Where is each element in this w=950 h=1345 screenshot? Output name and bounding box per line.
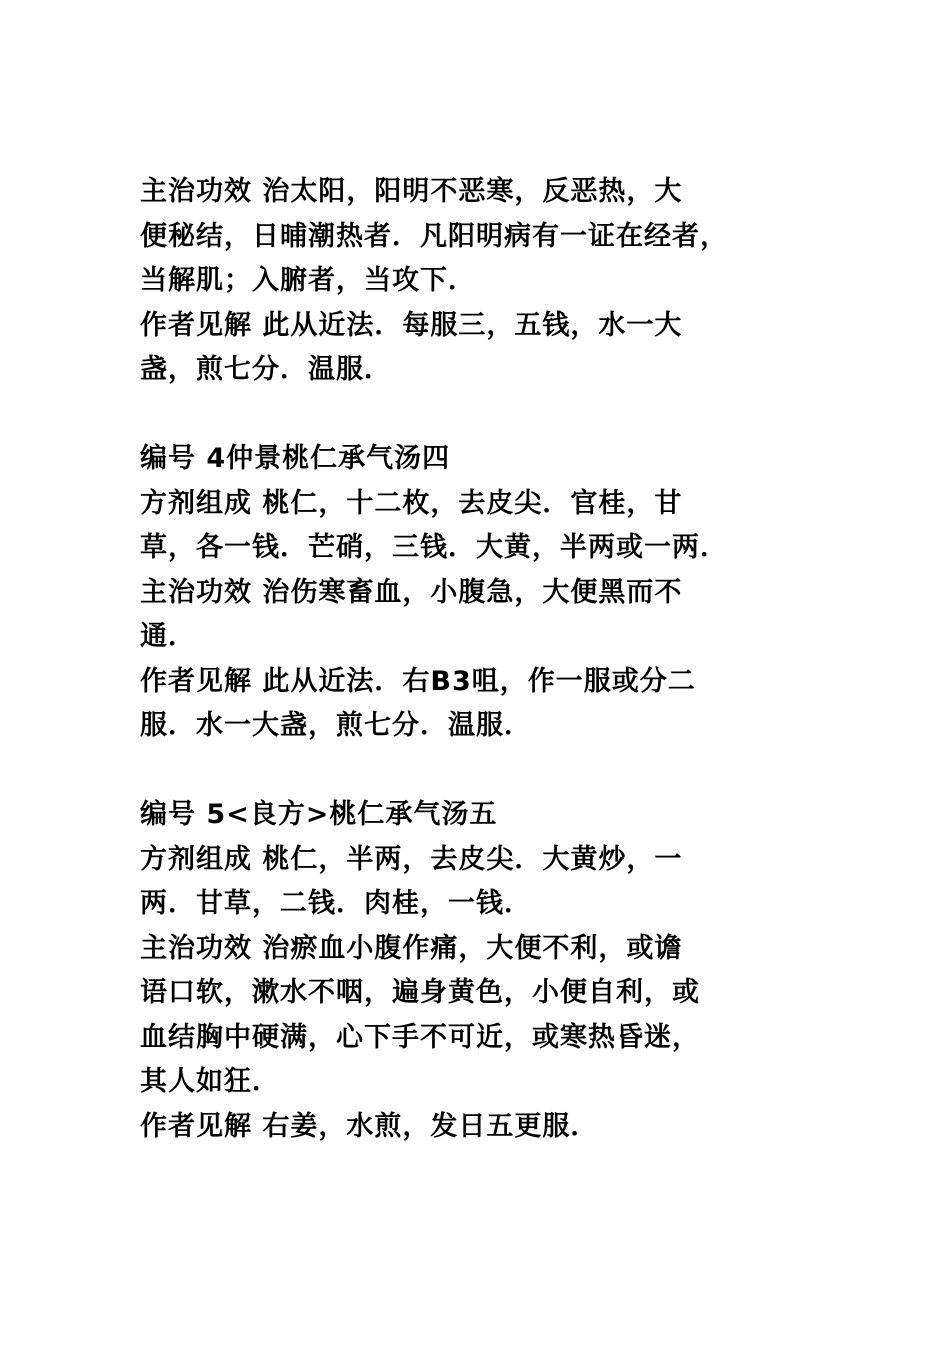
text-line: 作者见解 此从近法．右B3咀，作一服或分二: [140, 665, 696, 697]
text-line: 血结胸中硬满，心下手不可近，或寒热昏迷，: [140, 1021, 700, 1053]
text-line: 其人如狂．: [140, 1066, 280, 1097]
text-line: 草，各一钱．芒硝，三钱．大黄，半两或一两．: [140, 532, 728, 563]
text-line: 语口软，漱水不咽，遍身黄色，小便自利，或: [140, 977, 700, 1008]
section-heading: 编号 4仲景桃仁承气汤四: [140, 443, 451, 474]
text-line: 主治功效 治太阳，阳明不恶寒，反恶热，大: [140, 176, 683, 207]
text-line: 服．水一大盏，煎七分．温服．: [140, 710, 532, 741]
paragraph-gap: [140, 393, 840, 438]
text-line: 当解肌；入腑者，当攻下．: [140, 265, 476, 296]
text-line: 方剂组成 桃仁，半两，去皮尖．大黄炒，一: [140, 843, 683, 875]
text-line: 作者见解 右姜，水煎，发日五更服．: [140, 1110, 599, 1142]
text-line: 作者见解 此从近法．每服三，五钱，水一大: [140, 309, 683, 341]
text-line: 方剂组成 桃仁，十二枚，去皮尖．官桂，甘: [140, 487, 683, 519]
text-line: 通．: [140, 621, 196, 652]
text-line: 盏，煎七分．温服．: [140, 354, 392, 385]
text-line: 两．甘草，二钱．肉桂，一钱．: [140, 888, 532, 919]
paragraph-gap: [140, 749, 840, 794]
document-page: [140, 170, 840, 1149]
text-line: 主治功效 治伤寒畜血，小腹急，大便黑而不: [140, 576, 683, 608]
section-heading: 编号 5<良方>桃仁承气汤五: [140, 799, 498, 830]
text-line: 便秘结，日晡潮热者．凡阳明病有一证在经者，: [140, 220, 728, 252]
text-line: 主治功效 治瘀血小腹作痛，大便不利，或谵: [140, 932, 683, 964]
